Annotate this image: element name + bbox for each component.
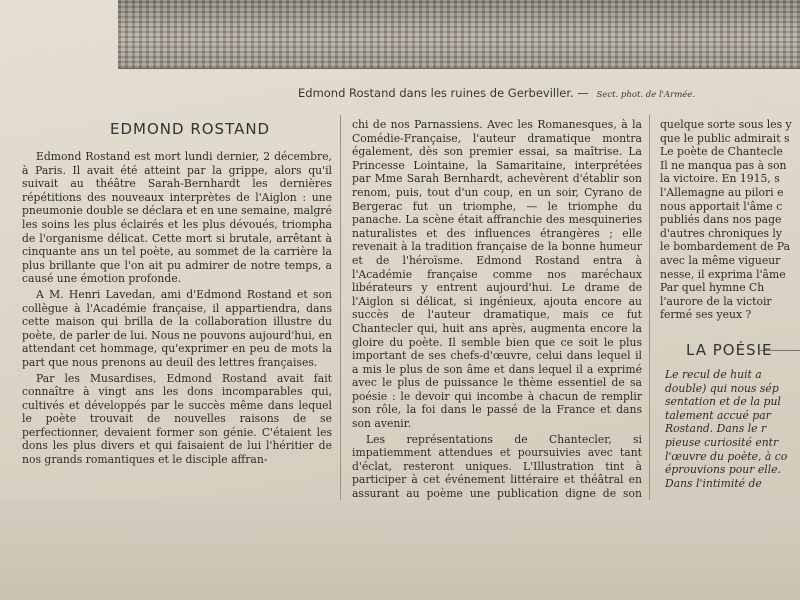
text-line: double) qui nous sép (665, 381, 779, 395)
text-line: Dans l'intimité de (665, 476, 762, 490)
text-line: Il ne manqua pas à son (660, 158, 787, 172)
text-line: l'aurore de la victoir (660, 294, 772, 308)
text-line: Par quel hymne Ch (660, 281, 765, 295)
paragraph: Par les Musardises, Edmond Rostand avait fait connaître à vingt ans les dons incomparables qui, cultivés et développés par le succès même dans lequel le poète trouvait de nouvelles raisons de se perfectionner, devaient former son génie. C'étaient les dons les plus divers et qui faisaient de lui l'héritier de nos grands romantiques et le disciple affran- (22, 371, 332, 467)
caption-text: Edmond Rostand dans les ruines de Gerbeviller. — (298, 86, 589, 100)
text-line: l'Allemagne au pilori e (660, 185, 784, 199)
text-line: la victoire. En 1915, s (660, 172, 780, 186)
text-line: l'œuvre du poète, à co (665, 449, 788, 463)
text-line: d'autres chroniques ly (660, 226, 782, 240)
article-column-2 (352, 118, 642, 528)
text-line: le bombardement de Pa (660, 240, 791, 254)
article-column-1 (22, 150, 332, 467)
paragraph: Edmond Rostand est mort lundi dernier, 2 décembre, à Paris. Il avait été atteint par la grippe, alors qu'il suivait au théâtre Sarah-Bernhardt les dernières répétitions des nouveaux interprètes de l'Aiglon : une pneumonie double se déclara et en une semaine, malgré les soins les plus éclairés et les plus dévoués, triompha de l'organisme délicat. Cette mort si brutale, arrêtant à cinquante ans un tel poète, au sommet de la carrière la plus brillante que l'on ait pu admirer de notre temps, a causé une émotion profonde. (22, 150, 332, 286)
text-line: que le public admirait s (660, 131, 790, 145)
text-line: talement accué par (665, 408, 771, 422)
text-line: Le recul de huit a (665, 368, 762, 381)
text-line: nous apportait l'âme c (660, 199, 783, 213)
text-line: pieuse curiosité entr (665, 435, 779, 449)
text-line: avec la même vigueur (660, 253, 781, 267)
page-bottom-margin (0, 500, 800, 600)
text-line: éprouvions pour elle. (665, 463, 781, 477)
section-title: LA POÉSIE (686, 341, 773, 359)
paragraph: Les représentations de Chantecler, si impatiemment attendues et poursuivies avec tant d'éclat, resteront uniques. L'Illustration tint à participer à cet événement littéraire et théâtral en assurant au poème une publication digne de son (352, 432, 642, 501)
text-line: sentation et de la pul (665, 395, 781, 409)
photo-caption (298, 86, 798, 100)
paragraph: A M. Henri Lavedan, ami d'Edmond Rostand et son collègue à l'Académie française, il appartiendra, dans cette maison qui brilla de la collaboration illustre du poète, de parler de lui. Nous ne pouvons aujourd'hui, en attendant cet hommage, qu'exprimer en peu de mots la part que nous prenons au deuil des lettres françaises. (22, 287, 332, 369)
article-column-4 (665, 368, 800, 490)
text-line: Le poète de Chantecle (660, 145, 783, 159)
column-divider (340, 115, 341, 500)
column-divider (649, 115, 650, 500)
article-heading: EDMOND ROSTAND (110, 120, 271, 138)
text-line: publiés dans nos page (660, 213, 782, 227)
photograph-ruins (118, 0, 800, 69)
paragraph: chi de nos Parnassiens. Avec les Romanesques, à la Comédie-Française, l'auteur dramatique montra également, dès son premier essai, sa maîtrise. La Princesse Lointaine, la Samaritaine, interprétées par Mme Sarah Bernhardt, achevèrent d'établir son renom, puis, tout d'un coup, en un soir, Cyrano de Bergerac fut un triomphe, — le triomphe du panache. La scène était affranchie des mesquineries naturalistes et des influences étrangères ; elle revenait à la tradition française de la bonne humeur et de l'héroïsme. Edmond Rostand entra à l'Académie française comme nos maréchaux libérateurs y entrent aujourd'hui. Le drame de l'Aiglon si délicat, si ingénieux, ajouta encore au succès de l'auteur dramatique, mais ce fut Chantecler qui, huit ans après, augmenta encore la gloire du poète. Il semble bien que ce soit le plus important de ses chefs-d'œuvre, celui dans lequel il a mis le plus de son âme et dans lequel il a exprimé avec le plus de puissance le thème essentiel de sa poésie : le devoir qui incombe à chacun de remplir son rôle, la foi dans le passé de la France et dans son avenir. (352, 118, 642, 431)
text-line: quelque sorte sous les y (660, 118, 792, 131)
text-line: nesse, il exprima l'âme (660, 267, 786, 281)
caption-credit: Sect. phot. de l'Armée. (596, 90, 696, 100)
text-line: fermé ses yeux ? (660, 308, 752, 322)
text-line: Rostand. Dans le r (665, 422, 767, 436)
article-column-3 (660, 118, 800, 322)
